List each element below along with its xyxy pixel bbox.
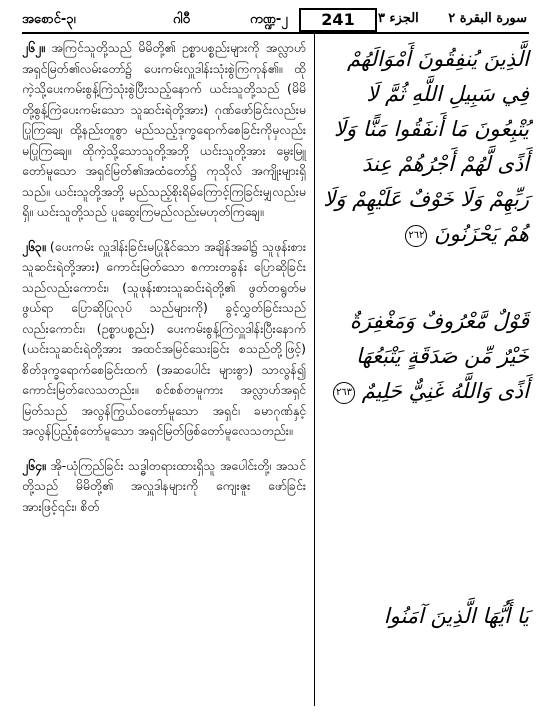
ayah-number-marker: ٢٦٣	[333, 382, 355, 404]
verse-number: ၂၆၂။	[22, 40, 45, 55]
translation-column	[22, 38, 306, 517]
arabic-column	[322, 40, 529, 634]
section-label: ဂါဝီ	[173, 12, 190, 27]
paragraph-text: အို-ယုံကြည်ခြင်း သဒ္ဓါတရားထားရှိသူ အပေါင်းတို့၊ အသင်တို့သည် မိမိတို့၏ အလှူဒါနများကို ကျေးဇူး ဖော်ခြင်း အားဖြင့်၎င်း၊ စိတ်	[22, 457, 306, 514]
page-header	[22, 8, 527, 30]
para-label: ကဏ္ဍ-၂	[250, 12, 288, 27]
arabic-verse-text: قَوْلٌ مَّعْرُوفٌ وَمَغْفِرَةٌ خَيْرٌ مِّن صَدَقَةٍ يَتْبَعُهَا أَذًى وَاللَّهُ غَنِيٌّ حَلِيمٌ	[349, 309, 529, 403]
translation-paragraph	[22, 38, 306, 223]
surah-label: سورة البقرة ٢	[448, 11, 527, 26]
paragraph-text: အကြင်သူတို့သည် မိမိတို့၏ ဥစ္စာပစ္စည်းများကို အလ္လာဟ်အရှင်မြတ်၏လမ်းတော်၌ ပေးကမ်းလှူဒါန်းသုံးစွဲကြကုန်၏။ ထိုကဲ့သို့ပေးကမ်းစွန့်ကြဲသုံးစွဲပြီးသည့်နောက် ယင်းသူတို့သည် (မိမိတို့စွန့်ကြဲပေးကမ်းသော သူဆင်းရဲတို့အား) ဂုဏ်ဖော်ခြင်းလည်းမပြုကြချေ၊ ထို့နည်းတူစွာ မည်သည့်ဒုက္ခရောက်စေခြင်းကိုမှလည်း မပြုကြချေ။ ထိုကဲ့သို့သောသူတို့အဘို့ ယင်းသူတို့အား မွေးမြူတော်မူသော အရှင်မြတ်၏အထံတော်၌ ကုသိုလ် အကျိုးများရှိသည်။ ယင်းသူတို့အဘို့ မည်သည့်စိုးရိမ်ကြောင့်ကြခြင်းမျှလည်းမရှိ။ ယင်းသူတို့သည် ပူဆွေးကြမည်လည်းမဟုတ်ကြချေ။	[22, 40, 306, 219]
verse-number: ၂၆၃။	[22, 238, 46, 254]
arabic-verse	[322, 599, 529, 634]
column-divider	[314, 34, 315, 706]
arabic-verse	[322, 304, 529, 409]
page-number: 241	[299, 8, 377, 32]
ayah-number-marker: ٢٦٢	[405, 225, 427, 247]
arabic-verse-text: الَّذِينَ يُنفِقُونَ أَمْوَالَهُمْ فِي سَبِيلِ اللَّهِ ثُمَّ لَا يُتْبِعُونَ مَا أَنفَقُوا مَنًّا وَلَا أَذًى لَّهُمْ أَجْرُهُمْ عِندَ رَبِّهِمْ وَلَا خَوْفٌ عَلَيْهِمْ وَلَا هُمْ يَحْزَنُونَ	[323, 47, 529, 246]
arabic-verse	[322, 42, 529, 252]
arabic-verse-text: يَا أَيُّهَا الَّذِينَ آمَنُوا	[383, 604, 529, 628]
verse-number: ၂၆၄။	[22, 457, 46, 473]
header-rule	[22, 32, 529, 34]
chapter-label: အစောင်-၃၊	[22, 12, 76, 27]
juz-label: الجزء ٣	[378, 11, 419, 26]
paragraph-text: (ပေးကမ်း လှူဒါန်းခြင်းမပြုနိုင်သော အချိန်အခါ၌ သူဖုန်းစားသူဆင်းရဲတို့အား) ကောင်းမြတ်သော စကားတခွန်း ပြောဆိုခြင်းသည်လည်းကောင်း၊ (သူဖုန်းစားသူဆင်းရဲတို့၏ ဖွတ်တရွတ်မဖွယ်ရာ ပြောဆိုပြုလုပ် သည်များကို) ခွင့်လွှတ်ခြင်းသည်လည်းကောင်း၊ (ဥစ္စာပစ္စည်း) ပေးကမ်းစွန့်ကြဲလှူဒါန်းပြီးနောက် (ယင်းသူဆင်းရဲတို့အား အထင်အမြင်သေးခြင်း စသည်တို့ဖြင့်) စိတ်ဒုက္ခရောက်စေခြင်းထက် (အဆပေါင်း များစွာ) သာလွန်၍ ကောင်းမြတ်လေသတည်း။ စင်စစ်တမူကား အလ္လာဟ်အရှင်မြတ်သည် အလွန်ကြွယ်ဝတော်မူသော အရှင်၊ ခမာဂုဏ်နှင့် အလွန်ပြည့်စုံတော်မူသော အရှင်မြတ်ဖြစ်တော်မူလေသတည်း။	[22, 238, 306, 438]
translation-paragraph	[22, 237, 306, 442]
translation-paragraph	[22, 456, 306, 518]
